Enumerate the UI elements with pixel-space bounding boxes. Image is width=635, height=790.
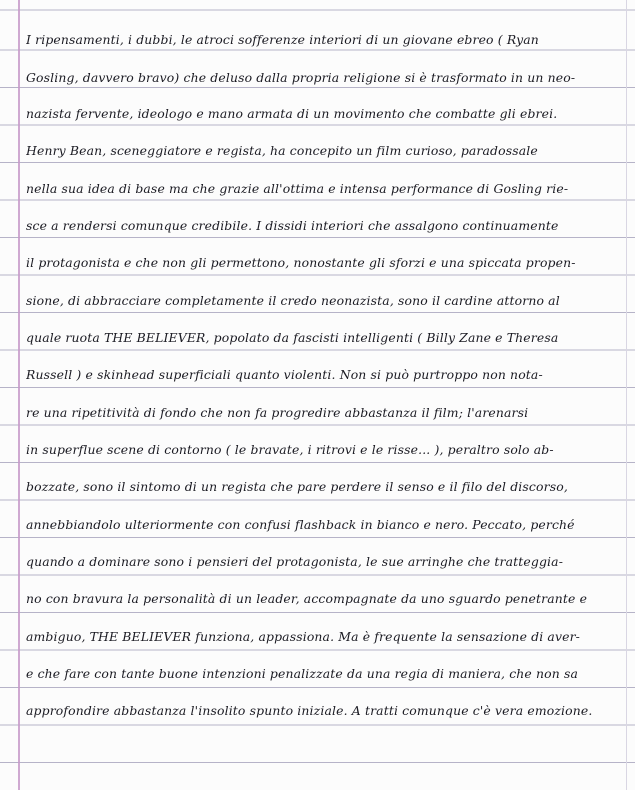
text-line: annebbiandolo ulteriormente con confusi flashback in bianco e nero. Peccato, perché <box>26 517 575 532</box>
text-line: Gosling, davvero bravo) che deluso dalla propria religione si è trasformato in un neo- <box>26 70 576 85</box>
text-line: nella sua idea di base ma che grazie all'ottima e intensa performance di Gosling rie- <box>26 181 569 196</box>
text-line: quando a dominare sono i pensieri del protagonista, le sue arringhe che tratteggia- <box>26 554 564 569</box>
text-line: re una ripetitività di fondo che non fa progredire abbastanza il film; l'arenarsi <box>26 405 529 420</box>
text-line: approfondire abbastanza l'insolito spunto iniziale. A tratti comunque c'è vera emozione. <box>26 703 593 718</box>
text-line: in superflue scene di contorno ( le bravate, i ritrovi e le risse... ), peraltro solo ab- <box>26 442 554 457</box>
text-line: nazista fervente, ideologo e mano armata di un movimento che combatte gli ebrei. <box>26 106 558 121</box>
text-line: sione, di abbracciare completamente il credo neonazista, sono il cardine attorno al <box>26 293 560 308</box>
text-line: ambiguo, THE BELIEVER funziona, appassiona. Ma è frequente la sensazione di aver- <box>26 629 580 644</box>
text-line: no con bravura la personalità di un leader, accompagnate da uno sguardo penetrante e <box>26 591 588 606</box>
text-line: bozzate, sono il sintomo di un regista che pare perdere il senso e il filo del discorso, <box>26 479 568 494</box>
text-line: Henry Bean, sceneggiatore e regista, ha concepito un film curioso, paradossale <box>26 143 538 158</box>
text-line: e che fare con tante buone intenzioni penalizzate da una regia di maniera, che non sa <box>26 666 578 681</box>
text-line: il protagonista e che non gli permettono, nonostante gli sforzi e una spiccata propen- <box>26 255 576 270</box>
margin-line <box>18 0 20 790</box>
text-line: quale ruota THE BELIEVER, popolato da fascisti intelligenti ( Billy Zane e Theresa <box>26 330 559 345</box>
text-line: I ripensamenti, i dubbi, le atroci sofferenze interiori di un giovane ebreo ( Ryan <box>26 32 539 47</box>
text-line: Russell ) e skinhead superficiali quanto violenti. Non si può purtroppo non nota- <box>26 367 543 382</box>
text-line: sce a rendersi comunque credibile. I dissidi interiori che assalgono continuamente <box>26 218 559 233</box>
page-edge <box>626 0 627 790</box>
